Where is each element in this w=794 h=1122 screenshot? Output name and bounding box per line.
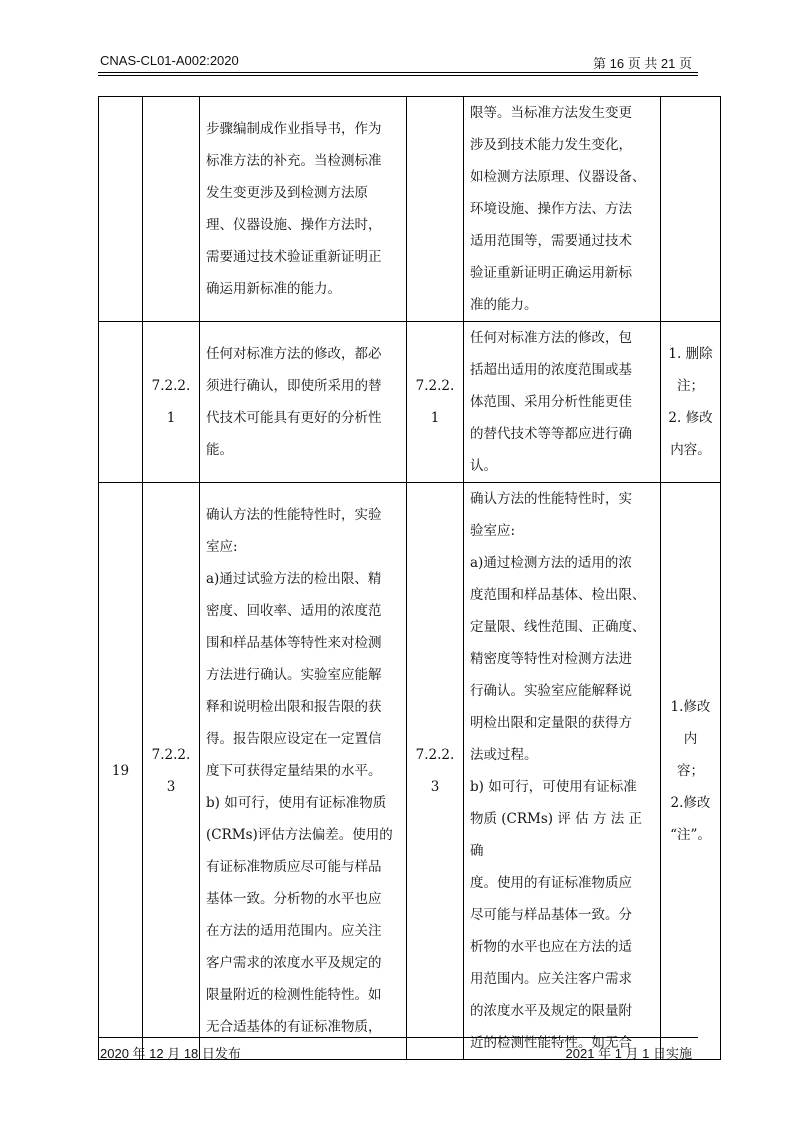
change-note: 1.修改内 容； 2.修改 “注”。 <box>661 483 721 1060</box>
header-rule-2 <box>98 75 698 76</box>
comparison-table <box>98 96 721 1060</box>
publish-date: 2020 年 12 月 18 日发布 <box>100 1046 241 1061</box>
old-section-number: 7.2.2. 1 <box>143 322 200 483</box>
table-row <box>99 97 721 322</box>
footer-rule <box>98 1037 698 1038</box>
new-section-number: 7.2.2. 1 <box>407 322 464 483</box>
old-clause-text: 步骤编制成作业指导书，作为 标准方法的补充。当检测标准 发生变更涉及到检测方法原 理、仪器设施、操作方法时， 需要通过技术验证重新证明正 确运用新标准的能力。 <box>200 97 407 322</box>
header-rule <box>98 72 698 73</box>
change-note <box>661 97 721 322</box>
old-clause-text: 确认方法的性能特性时，实验 室应: a)通过试验方法的检出限、精 密度、回收率、适用的浓度范 围和样品基体等特性来对检测 方法进行确认。实验室应能解 释和说明检出限和报告限的获 得。报告限应设定在一定置信 度下可获得定量结果的水平。 b) 如可行，使用有证标准物质 (CRMs)评估方法偏差。使用的 有证标准物质应尽可能与样品 基体一致。分析物的水平也应 在方法的适用范围内。应关注 客户需求的浓度水平及规定的 限量附近的检测性能特性。如 无合适基体的有证标准物质， <box>200 483 407 1060</box>
document-id: CNAS-CL01-A002:2020 <box>100 53 239 68</box>
new-clause-text: 确认方法的性能特性时，实 验室应: a)通过检测方法的适用的浓 度范围和样品基体、检出限、 定量限、线性范围、正确度、 精密度等特性对检测方法进 行确认。实验室应能解释说 明检出限和定量限的获得方 法或过程。 b) 如可行，可使用有证标准 物质 (CRMs) 评 估 方 法 正 确 度。使用的有证标准物质应 尽可能与样品基体一致。分 析物的水平也应在方法的适 用范围内。应关注客户需求 的浓度水平及规定的限量附 近的检测性能特性。如无合 <box>464 483 661 1060</box>
page-info: 第 16 页 共 21 页 <box>593 56 692 71</box>
table-row <box>99 322 721 483</box>
new-clause-text: 限等。当标准方法发生变更 涉及到技术能力发生变化， 如检测方法原理、仪器设备、 环境设施、操作方法、方法 适用范围等，需要通过技术 验证重新证明正确运用新标 准的能力。 <box>464 97 661 322</box>
change-note: 1. 删除 注； 2. 修改 内容。 <box>661 322 721 483</box>
new-section-number: 7.2.2. 3 <box>407 483 464 1060</box>
new-section-number <box>407 97 464 322</box>
old-section-number: 7.2.2. 3 <box>143 483 200 1060</box>
old-section-number <box>143 97 200 322</box>
row-number <box>99 322 143 483</box>
new-clause-text: 任何对标准方法的修改，包 括超出适用的浓度范围或基 体范围、采用分析性能更佳 的替代技术等等都应进行确 认。 <box>464 322 661 483</box>
effective-date: 2021 年 1 月 1 日实施 <box>565 1046 692 1061</box>
row-number <box>99 97 143 322</box>
row-number: 19 <box>99 483 143 1060</box>
old-clause-text: 任何对标准方法的修改，都必 须进行确认，即使所采用的替 代技术可能具有更好的分析性 能。 <box>200 322 407 483</box>
table-row <box>99 483 721 1060</box>
